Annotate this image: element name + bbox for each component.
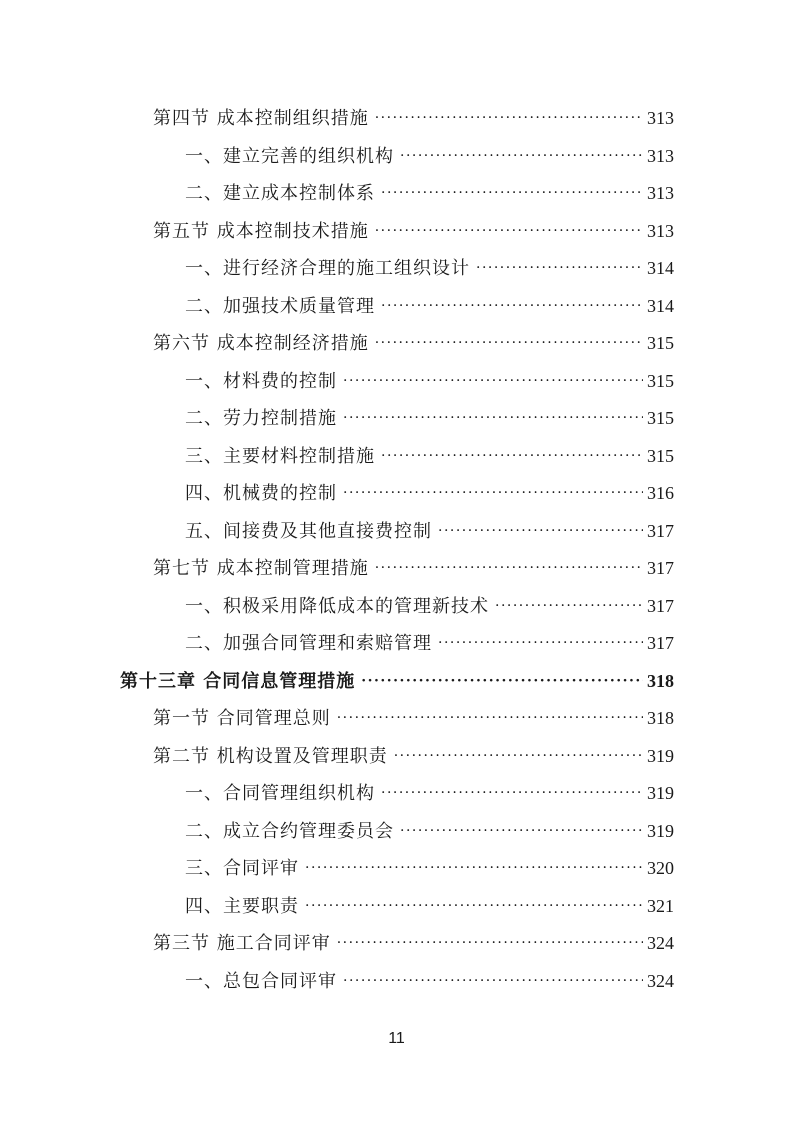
toc-entry-page: 321 (647, 895, 674, 916)
toc-entry-label: 第二节 机构设置及管理职责 (153, 745, 388, 767)
toc-leader-dots (305, 888, 643, 925)
toc-entry[interactable] (185, 288, 674, 325)
toc-entry-page: 313 (647, 183, 674, 203)
toc-leader-dots (375, 325, 643, 362)
toc-entry[interactable] (185, 775, 674, 812)
toc-leader-dots (400, 813, 643, 850)
toc-entry-label: 一、进行经济合理的施工组织设计 (185, 258, 470, 279)
toc-entry[interactable] (185, 400, 674, 437)
toc-leader-dots (438, 513, 643, 550)
toc-entry-label: 第五节 成本控制技术措施 (153, 220, 369, 242)
toc-entry-page: 315 (647, 370, 674, 391)
toc-entry[interactable] (185, 438, 674, 475)
toc-leader-dots (381, 288, 643, 325)
toc-leader-dots (476, 250, 643, 287)
toc-leader-dots (337, 925, 643, 962)
toc-entry[interactable] (185, 625, 674, 662)
toc-entry-page: 317 (647, 633, 674, 653)
toc-entry[interactable] (185, 475, 674, 512)
toc-entry-label: 第六节 成本控制经济措施 (153, 333, 369, 354)
toc-leader-dots (375, 100, 643, 137)
toc-entry[interactable] (185, 963, 674, 1000)
toc-entry-page: 324 (647, 970, 674, 991)
toc-entry-label: 第一节 合同管理总则 (153, 708, 331, 729)
toc-entry[interactable] (153, 925, 674, 962)
toc-leader-dots (343, 475, 643, 512)
toc-entry[interactable] (185, 363, 674, 400)
toc-entry-label: 二、劳力控制措施 (185, 408, 337, 429)
toc-entry-label: 第七节 成本控制管理措施 (153, 558, 369, 579)
toc-entry-page: 315 (647, 445, 674, 466)
toc-leader-dots (495, 588, 643, 625)
toc-entry-page: 318 (647, 670, 674, 691)
toc-entry-page: 319 (647, 745, 674, 766)
toc-entry[interactable] (153, 700, 674, 737)
toc-entry-label: 二、建立成本控制体系 (185, 183, 375, 204)
toc-entry-label: 三、合同评审 (185, 858, 299, 879)
toc-entry[interactable] (185, 888, 674, 925)
toc-entry-label: 第十三章 合同信息管理措施 (120, 670, 356, 692)
toc-chapter-entry[interactable] (120, 663, 674, 700)
page-number: 11 (388, 1030, 405, 1047)
toc-entry-page: 315 (647, 408, 674, 428)
toc-entry-page: 315 (647, 333, 674, 353)
toc-entry-page: 317 (647, 558, 674, 578)
toc-entry[interactable] (185, 513, 674, 550)
toc-entry[interactable] (153, 550, 674, 587)
toc-entry[interactable] (153, 325, 674, 362)
toc-entry-label: 第四节 成本控制组织措施 (153, 108, 369, 129)
toc-leader-dots (438, 625, 643, 662)
toc-leader-dots (305, 850, 643, 887)
toc-entry-label: 三、主要材料控制措施 (185, 445, 375, 467)
toc-entry[interactable] (185, 813, 674, 850)
toc-entry-page: 317 (647, 520, 674, 541)
toc-entry-label: 五、间接费及其他直接费控制 (185, 520, 432, 542)
toc-entry-page: 320 (647, 858, 674, 878)
toc-leader-dots (400, 138, 643, 175)
toc-entry[interactable] (185, 850, 674, 887)
toc-entry-page: 318 (647, 708, 674, 728)
toc-leader-dots (381, 775, 643, 812)
toc-entry-page: 324 (647, 933, 674, 953)
toc-entry-label: 一、合同管理组织机构 (185, 783, 375, 804)
toc-entry-label: 二、加强合同管理和索赔管理 (185, 633, 432, 654)
toc-entry-label: 二、成立合约管理委员会 (185, 820, 394, 842)
toc-leader-dots (394, 738, 643, 775)
toc-entry-label: 二、加强技术质量管理 (185, 295, 375, 317)
toc-leader-dots (343, 400, 643, 437)
toc-entry[interactable] (185, 175, 674, 212)
toc-entry-label: 一、总包合同评审 (185, 970, 337, 992)
toc-leader-dots (343, 363, 643, 400)
toc-entry-page: 317 (647, 595, 674, 616)
toc-leader-dots (375, 550, 643, 587)
toc-entry-page: 313 (647, 145, 674, 166)
toc-entry-page: 314 (647, 295, 674, 316)
toc-entry[interactable] (185, 588, 674, 625)
toc-leader-dots (337, 700, 643, 737)
toc-entry[interactable] (153, 738, 674, 775)
toc-leader-dots (381, 175, 643, 212)
toc-entry[interactable] (185, 250, 674, 287)
toc-entry-label: 一、积极采用降低成本的管理新技术 (185, 595, 489, 617)
toc-entry-label: 四、主要职责 (185, 895, 299, 917)
toc-entry-label: 一、建立完善的组织机构 (185, 145, 394, 167)
toc-entry[interactable] (153, 100, 674, 137)
toc-leader-dots (381, 438, 643, 475)
toc-leader-dots (343, 963, 643, 1000)
toc-entry-label: 四、机械费的控制 (185, 483, 337, 504)
toc-entry-page: 319 (647, 820, 674, 841)
toc-entry-page: 313 (647, 220, 674, 241)
toc-entry-page: 314 (647, 258, 674, 278)
toc-leader-dots (375, 213, 643, 250)
toc-entry-label: 第三节 施工合同评审 (153, 933, 331, 954)
toc-entry[interactable] (153, 213, 674, 250)
toc-entry-page: 319 (647, 783, 674, 803)
toc-entry-label: 一、材料费的控制 (185, 370, 337, 392)
toc-entry-page: 313 (647, 108, 674, 128)
toc-leader-dots (361, 663, 643, 700)
toc-entry-page: 316 (647, 483, 674, 503)
toc-entry[interactable] (185, 138, 674, 175)
